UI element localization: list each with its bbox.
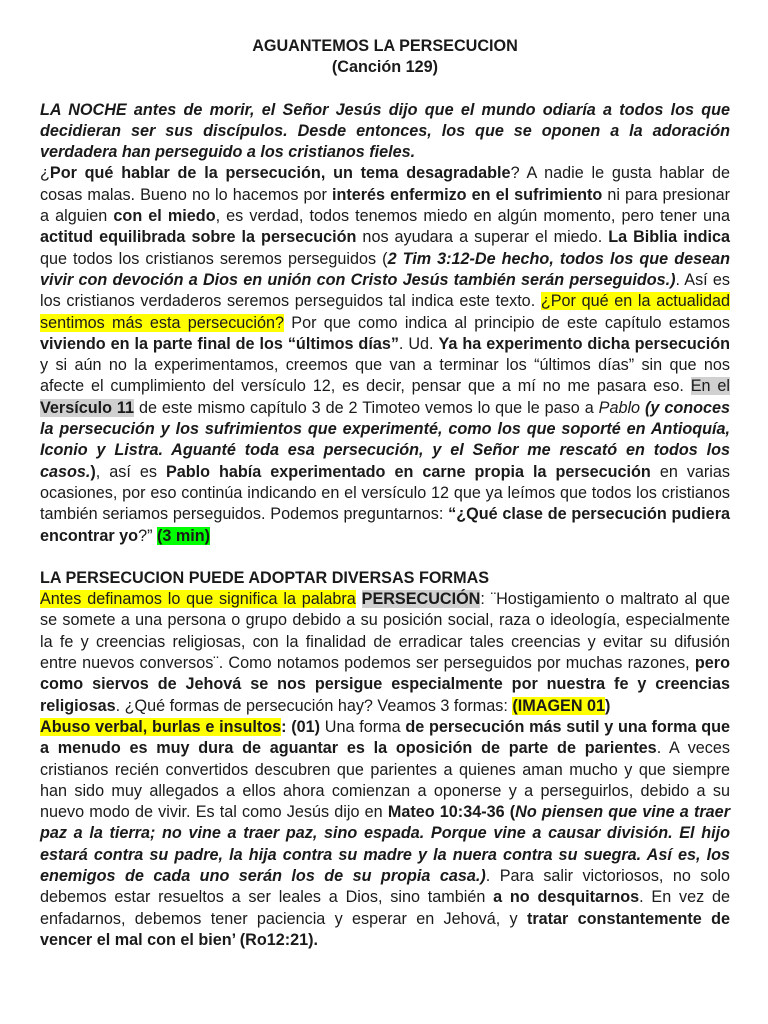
text-run: ( [509, 803, 516, 822]
text-run: Una forma [320, 717, 406, 736]
text-run: (IMAGEN 01 [512, 696, 606, 715]
text-run: Abuso verbal, burlas e insultos [40, 717, 282, 736]
text-run: de persecución más sutil y una forma que a menudo es muy dura de aguantar es la oposición de parte de parientes [40, 717, 730, 758]
text-run: y si aún no la experimentamos, creemos que van a terminar los “últimos días” sin que nos afecte el cumplimiento del versículo 12, es decir, pensar que a mí no me pasara eso. [40, 356, 730, 396]
text-run: . Para salir victoriosos, no solo debemos estar resueltos a ser leales a Dios, sino también [40, 866, 731, 907]
text-run: pero como siervos de Jehová se nos persigue especialmente por nuestra fe y creencias religiosas [40, 654, 730, 715]
document-subtitle: (Canción 129) [331, 58, 439, 77]
text-run: (y conoces la persecución y los sufrimientos que experimenté, como los que soporté en Antioquía, Iconio y Listra. Aguanté toda esa persecución, y el Señor me rescató en todos los casos. [40, 398, 730, 481]
text-run: : ¨Hostigamiento o maltrato al que se somete a una persona o grupo debido a su posición social, raza o ideología, especialmente la fe y creencias religiosas, con la finalidad de erradicar tales creencias y evitar su difusión entre nuevos conversos¨. Como notamos podemos ser perseguidos por muchas razones, [40, 590, 730, 673]
text-run: de este mismo capítulo 3 de 2 Timoteo vemos lo que le paso a [134, 398, 599, 417]
text-run: Versículo 11 [40, 398, 135, 417]
text-run: tratar constantemente de vencer el mal con el bien’ (Ro12:21). [40, 909, 731, 949]
text-run: ) [605, 696, 611, 715]
text-run: PERSECUCIÓN [361, 590, 481, 609]
text-run: “¿Qué clase de persecución pudiera encontrar yo [40, 505, 730, 545]
text-run: ni para presionar a alguien [40, 185, 731, 226]
text-run: . Ud. [398, 334, 439, 353]
text-run: , así es [95, 462, 166, 481]
text-run: . A veces cristianos recién convertidos descubren que parientes a quienes aman mucho y que siempre han sido muy allegados a ellos ahora comienzan a oponerse y a perseguirlos, debido a su nuevo modo de vivir. Es tal como Jesús dijo en [40, 739, 730, 822]
text-run: . Así es los cristianos verdaderos seremos perseguidos tal indica este texto. [40, 270, 730, 311]
text-run: La Biblia indica [608, 228, 730, 247]
text-run: . ¿Qué formas de persecución hay? Veamos 3 formas: [115, 696, 513, 715]
paragraph-definition [40, 589, 730, 717]
section-heading: LA PERSECUCION PUEDE ADOPTAR DIVERSAS FORMAS [40, 568, 490, 587]
text-run: 2 Tim 3:12-De hecho, todos los que desean vivir con devoción a Dios en unión con Cristo Jesús también serán perseguidos.) [40, 249, 730, 289]
document-title: AGUANTEMOS LA PERSECUCION [252, 37, 518, 55]
text-run: ) [90, 462, 96, 481]
text-run: . En vez de enfadarnos, debemos tener paciencia y esperar en Jehová, y [40, 888, 730, 928]
text-run: Por que como indica al principio de este capítulo estamos [284, 313, 730, 332]
text-run: Pablo [598, 398, 641, 417]
text-run: actitud equilibrada sobre la persecución [40, 228, 357, 247]
spacer [40, 79, 730, 100]
text-run: con el miedo [113, 207, 216, 226]
intro-paragraph: LA NOCHE antes de morir, el Señor Jesús dijo que el mundo odiaría a todos los que decidieran ser sus discípulos. Desde entonces, los que se oponen a la adoración verdadera han perseguido a los cristianos fieles. [40, 100, 730, 162]
text-run: ? A nadie le gusta hablar de cosas malas. Bueno no lo hacemos por [40, 164, 730, 204]
text-run: Por qué hablar de la persecución, un tema desagradable [49, 164, 511, 183]
text-run: Ya ha experimento dicha persecución [438, 334, 731, 353]
text-run: a no desquitarnos [493, 888, 640, 907]
text-run: ¿ [40, 164, 50, 183]
text-run: Antes definamos lo que significa la palabra [40, 590, 356, 609]
text-run: interés enfermizo en el sufrimiento [331, 185, 603, 204]
text-run: (3 min) [156, 526, 211, 545]
paragraph-verbal-abuse [40, 717, 730, 951]
text-run: No piensen que vine a traer paz a la tierra; no vine a traer paz, sino espada. Porque vine a causar división. El hijo estará contra su padre, la hija contra su madre y la nuera contra su suegra. Así es, los enemigos de cada uno serán los de su propia casa.) [40, 803, 730, 885]
text-run: en varias ocasiones, por eso continúa indicando en el versículo 12 que ya leímos que todos los cristianos también seriamos perseguidos. Podemos preguntarnos: [40, 462, 730, 524]
text-run [356, 590, 362, 608]
text-run: , es verdad, todos tenemos miedo en algún momento, pero tener una [215, 207, 730, 226]
text-run: En el [690, 377, 730, 396]
text-run: ?” [138, 526, 157, 545]
spacer [40, 547, 730, 568]
text-run: Mateo 10:34-36 [387, 803, 505, 822]
paragraph-why-persecution [40, 163, 730, 546]
text-run: que todos los cristianos seremos perseguidos ( [40, 249, 388, 268]
text-run: : (01) [281, 717, 321, 736]
text-run: Pablo había experimentado en carne propia la persecución [165, 462, 651, 481]
text-run: nos ayudara a superar el miedo. [356, 228, 609, 247]
text-run: viviendo en la parte final de los “últimos días” [40, 334, 399, 353]
text-run: ¿Por qué en la actualidad sentimos más esta persecución? [40, 292, 730, 332]
